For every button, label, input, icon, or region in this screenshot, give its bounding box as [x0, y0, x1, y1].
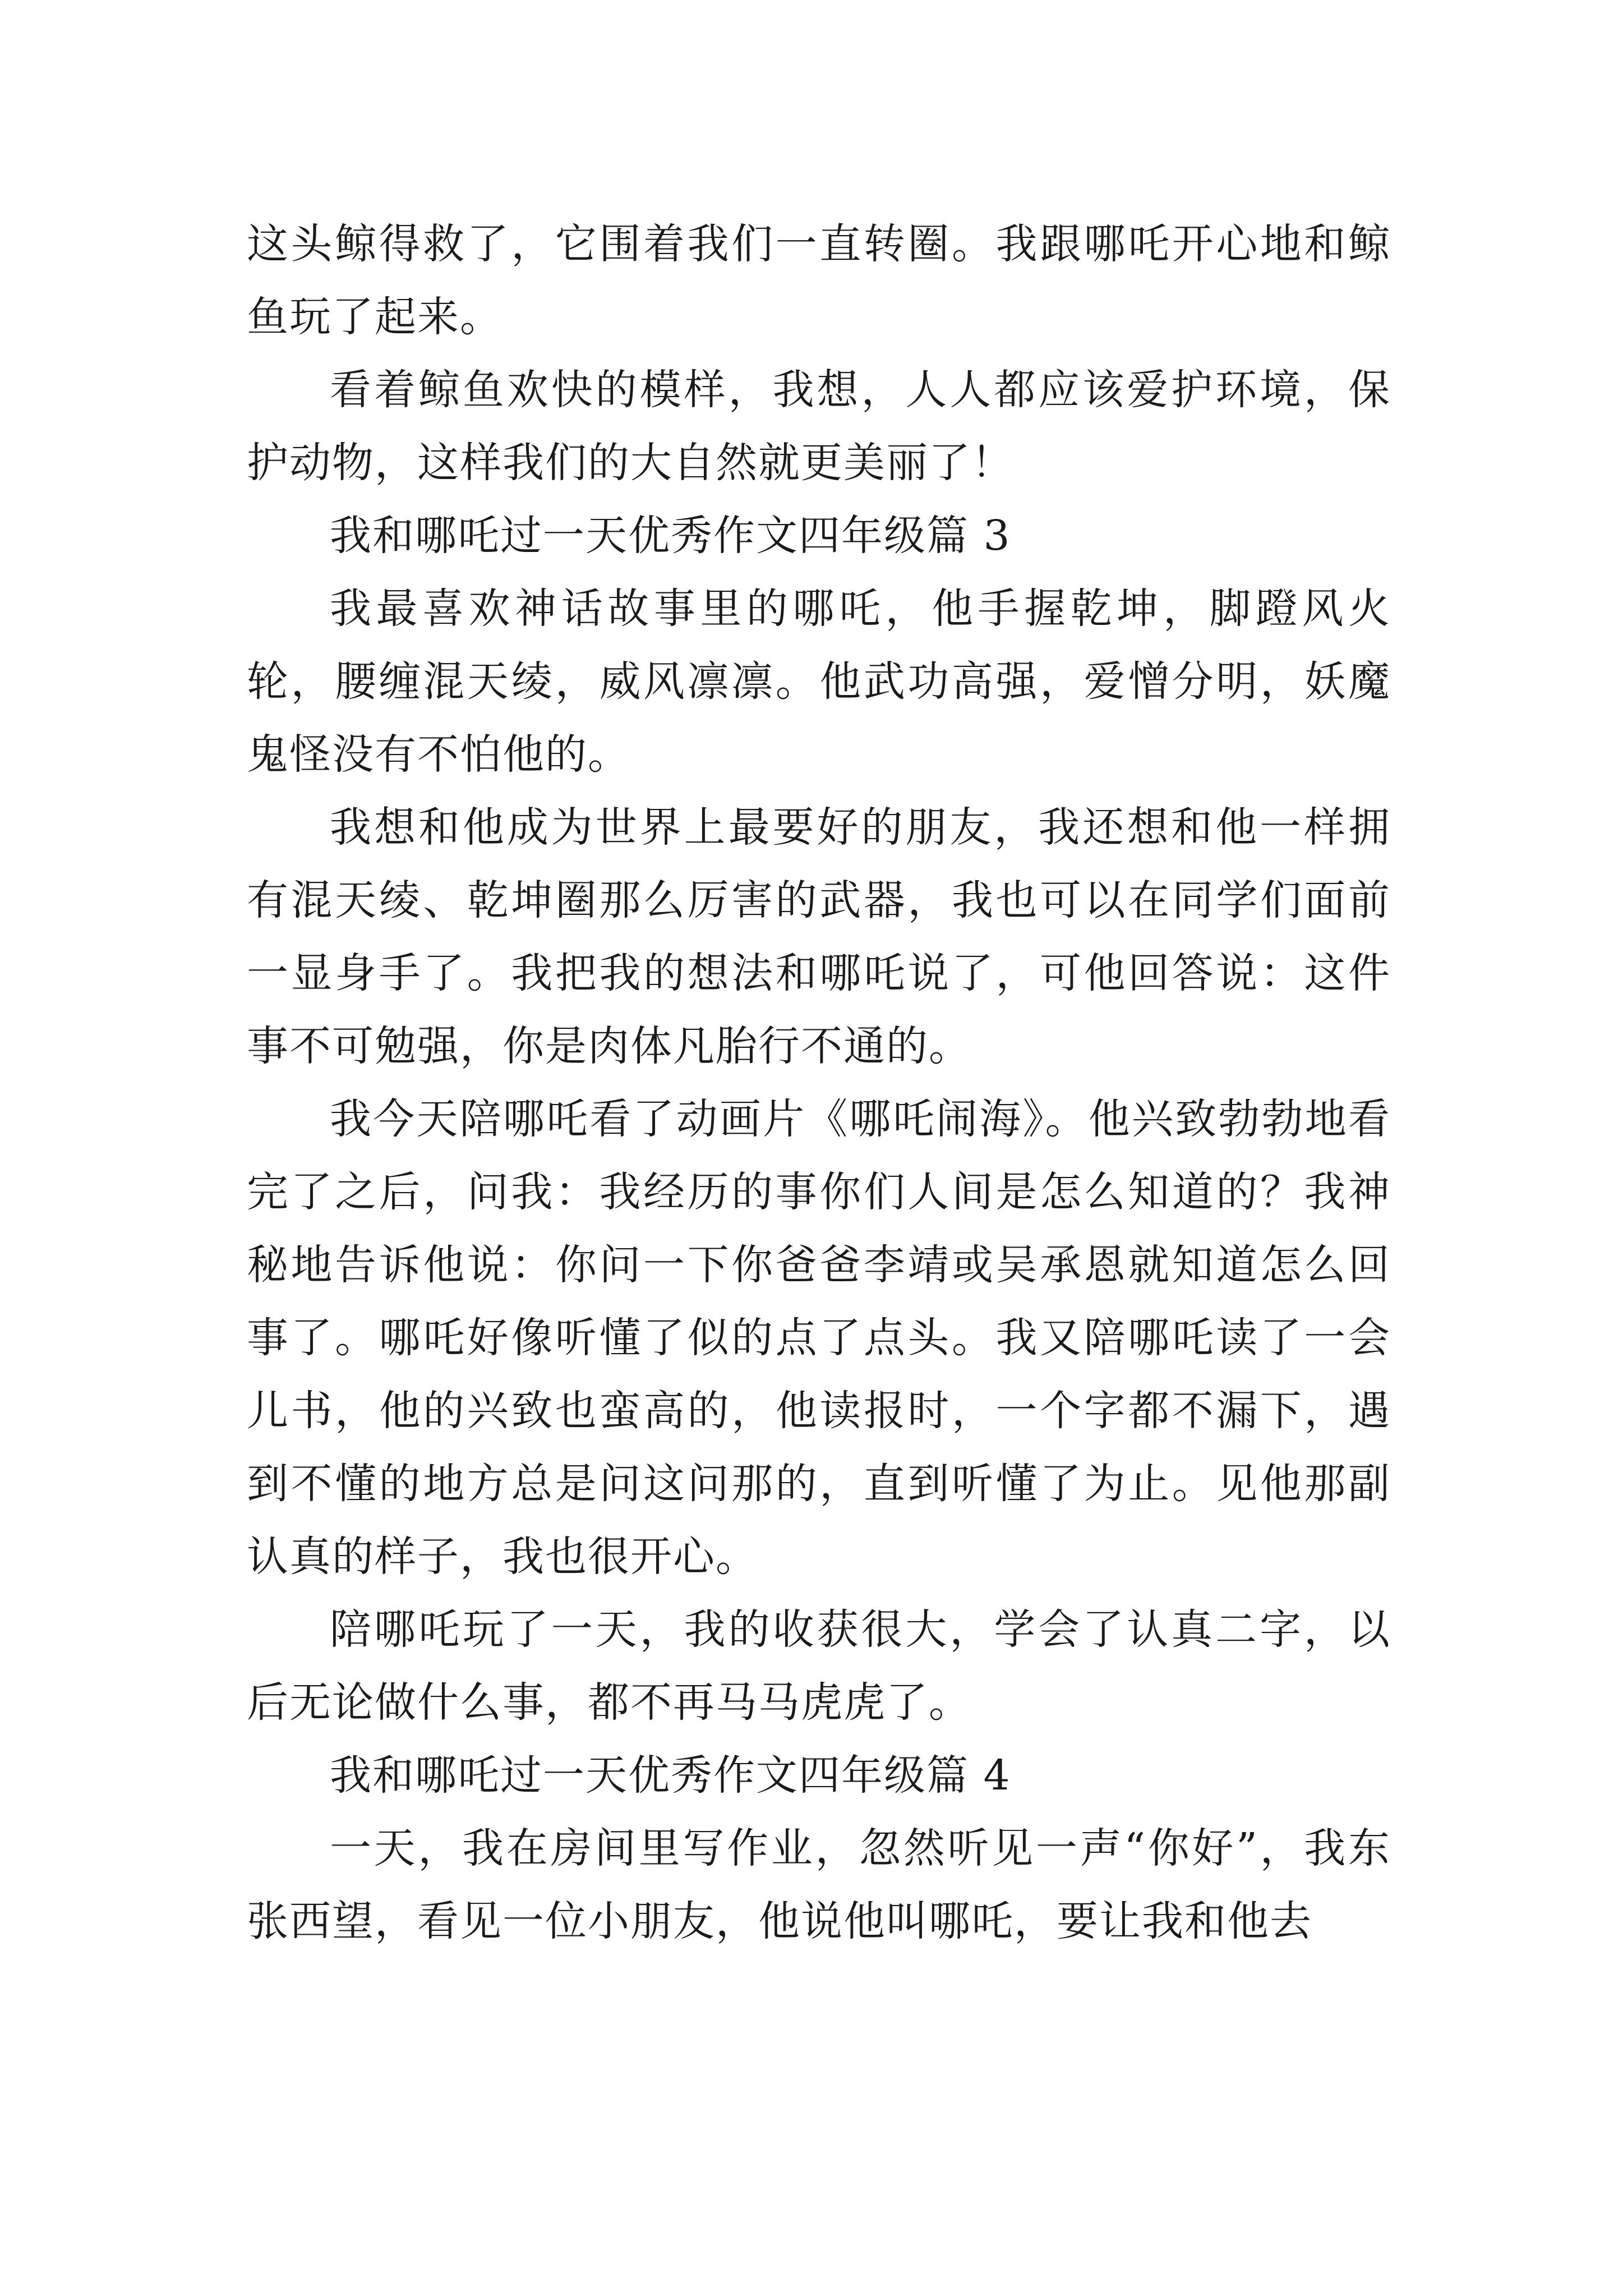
document-body — [247, 208, 1391, 1958]
section-heading: 我和哪吒过一天优秀作文四年级篇 3 — [330, 512, 1011, 560]
paragraph: 我最喜欢神话故事里的哪吒，他手握乾坤，脚蹬风火轮，腰缠混天绫，威风凛凛。他武功高强，爱憎分明，妖魔鬼怪没有不怕他的。 — [247, 585, 1391, 779]
paragraph: 我今天陪哪吒看了动画片《哪吒闹海》。他兴致勃勃地看完了之后，问我：我经历的事你们人间是怎么知道的？我神秘地告诉他说：你问一下你爸爸李靖或吴承恩就知道怎么回事了。哪吒好像听懂了似的点了点头。我又陪哪吒读了一会儿书，他的兴致也蛮高的，他读报时，一个字都不漏下，遇到不懂的地方总是问这问那的，直到听懂了为止。见他那副认真的样子，我也很开心。 — [247, 1095, 1391, 1581]
paragraph: 看着鲸鱼欢快的模样，我想，人人都应该爱护环境，保护动物，这样我们的大自然就更美丽了！ — [247, 366, 1391, 487]
paragraph: 陪哪吒玩了一天，我的收获很大，学会了认真二字，以后无论做什么事，都不再马马虎虎了。 — [247, 1605, 1391, 1727]
paragraph: 一天，我在房间里写作业，忽然听见一声“你好”，我东张西望，看见一位小朋友，他说他叫哪吒，要让我和他去 — [247, 1824, 1391, 1945]
paragraph: 我想和他成为世界上最要好的朋友，我还想和他一样拥有混天绫、乾坤圈那么厉害的武器，我也可以在同学们面前一显身手了。我把我的想法和哪吒说了，可他回答说：这件事不可勉强，你是肉体凡胎行不通的。 — [247, 803, 1391, 1070]
paragraph: 这头鲸得救了，它围着我们一直转圈。我跟哪吒开心地和鲸鱼玩了起来。 — [247, 220, 1391, 341]
section-heading: 我和哪吒过一天优秀作文四年级篇 4 — [330, 1751, 1011, 1800]
